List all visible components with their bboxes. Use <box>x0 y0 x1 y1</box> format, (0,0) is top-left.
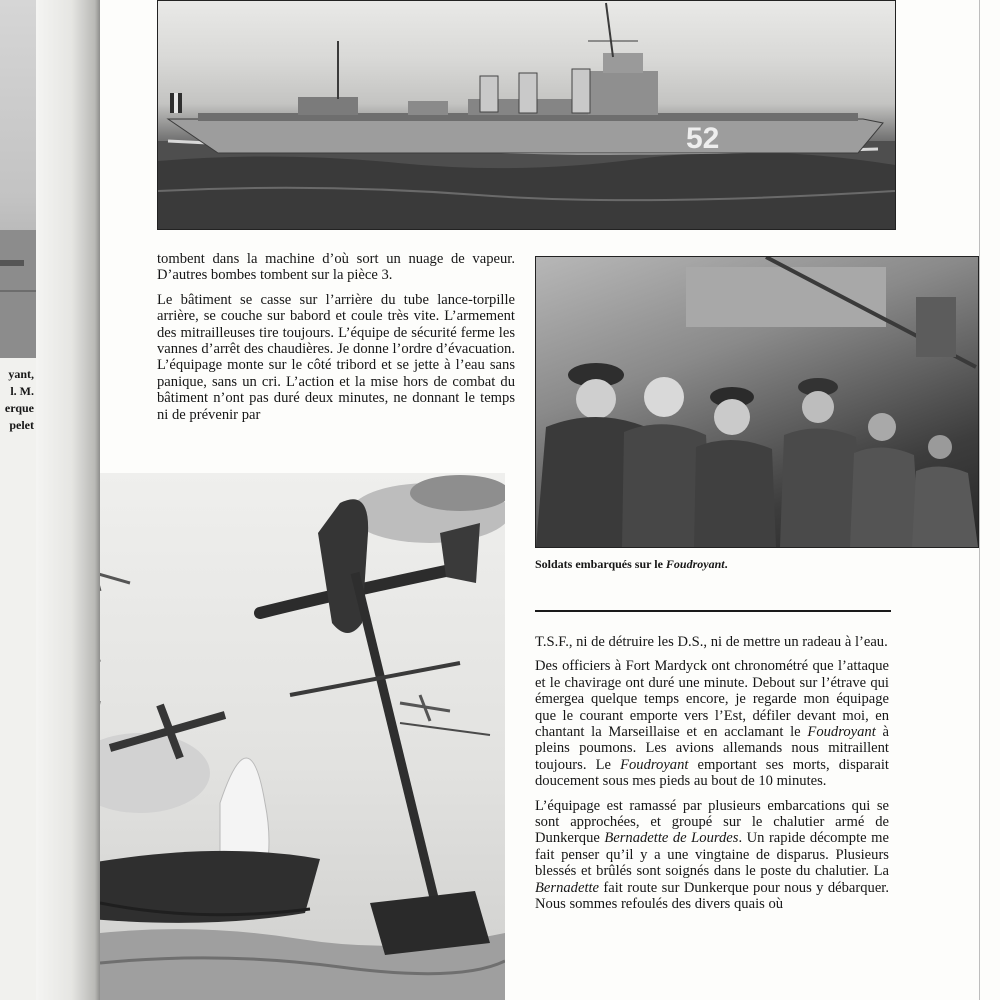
ship-name: Foudroyant <box>620 756 689 773</box>
hull-number: 52 <box>686 122 720 155</box>
left-caption-line: l. M. <box>10 384 34 398</box>
left-page-photo-art <box>0 0 36 358</box>
paragraph-text: . Un rapide décompte me fait penser qu’il y a une vingtaine de disparus. Plusieurs blessés et brûlés sont soignés dans le poste du chalutier. La <box>535 830 889 880</box>
page-edge <box>979 0 980 1000</box>
left-caption-line: erque <box>4 401 34 415</box>
book-gutter-shadow <box>36 0 100 1000</box>
ship-name: Foudroyant <box>807 724 876 741</box>
paragraph-text: Des officiers à Fort Mardyck ont chronométré que l’attaque et le chavirage ont duré une minute. Debout sur l’étrave qui émergea quelque temps encore, je regarde mon équipage que le courant emporte vers l’Est, défiler devant moi, en chantant la Marseillaise et en acclamant le <box>535 658 889 741</box>
section-divider <box>535 610 891 612</box>
soldiers-photo <box>535 256 979 548</box>
article-column-right <box>535 634 889 921</box>
paragraph: T.S.F., ni de détruire les D.S., ni de mettre un radeau à l’eau. <box>535 634 888 650</box>
soldiers-photo-art <box>536 257 978 547</box>
sinking-ship-illustration-art <box>100 473 505 1000</box>
left-caption-line: yant, <box>8 367 34 381</box>
destroyer-photo-art <box>158 1 895 229</box>
paragraph-text: L’équipage est ramassé par plusieurs embarcations qui se sont approchées, et groupé sur le chalutier armé de Dunkerque <box>535 797 889 847</box>
destroyer-photo <box>157 0 896 230</box>
left-page-photo <box>0 0 38 358</box>
caption-ship-name: Foudroyant <box>665 557 725 571</box>
left-caption-line: pelet <box>9 418 34 432</box>
left-facing-page <box>0 0 100 1000</box>
left-page-caption <box>0 366 34 434</box>
photo-caption <box>535 557 728 572</box>
paragraph-text: fait route sur Dunkerque pour nous y débarquer. Nous sommes refoulés des divers quais où <box>535 879 889 913</box>
paragraph <box>535 798 889 913</box>
paragraph <box>535 658 889 789</box>
paragraph: tombent dans la machine d’où sort un nuage de vapeur. D’autres bombes tombent sur la pièce 3. <box>157 251 515 284</box>
sinking-ship-illustration <box>100 473 505 1000</box>
caption-punctuation: . <box>724 557 728 571</box>
paragraph-text: emportant ses morts, disparait doucement sous mes pieds au bout de 10 minutes. <box>535 756 889 790</box>
paragraph: Le bâtiment se casse sur l’arrière du tube lance-torpille arrière, se couche sur babord et coule très vite. L’armement des mitrailleuses tire toujours. L’équipe de sécurité ferme les vannes d’arrêt des chaudières. Je donne l’ordre d’évacuation. L’équipage monte sur le côté tribord et se jette à l’eau sans panique, sans un cri. L’action et la mise hors de combat du bâtiment n’ont pas duré deux minutes, ne donnant le temps ni de prévenir par <box>157 291 515 423</box>
boat-name: Bernadette de Lourdes <box>604 830 739 847</box>
boat-name: Bernadette <box>535 879 600 896</box>
caption-text: Soldats embarqués sur le <box>535 557 666 571</box>
paragraph-text: à pleins poumons. Les avions allemands nous mitraillent toujours. Le <box>535 724 889 773</box>
article-column-left <box>157 251 515 431</box>
